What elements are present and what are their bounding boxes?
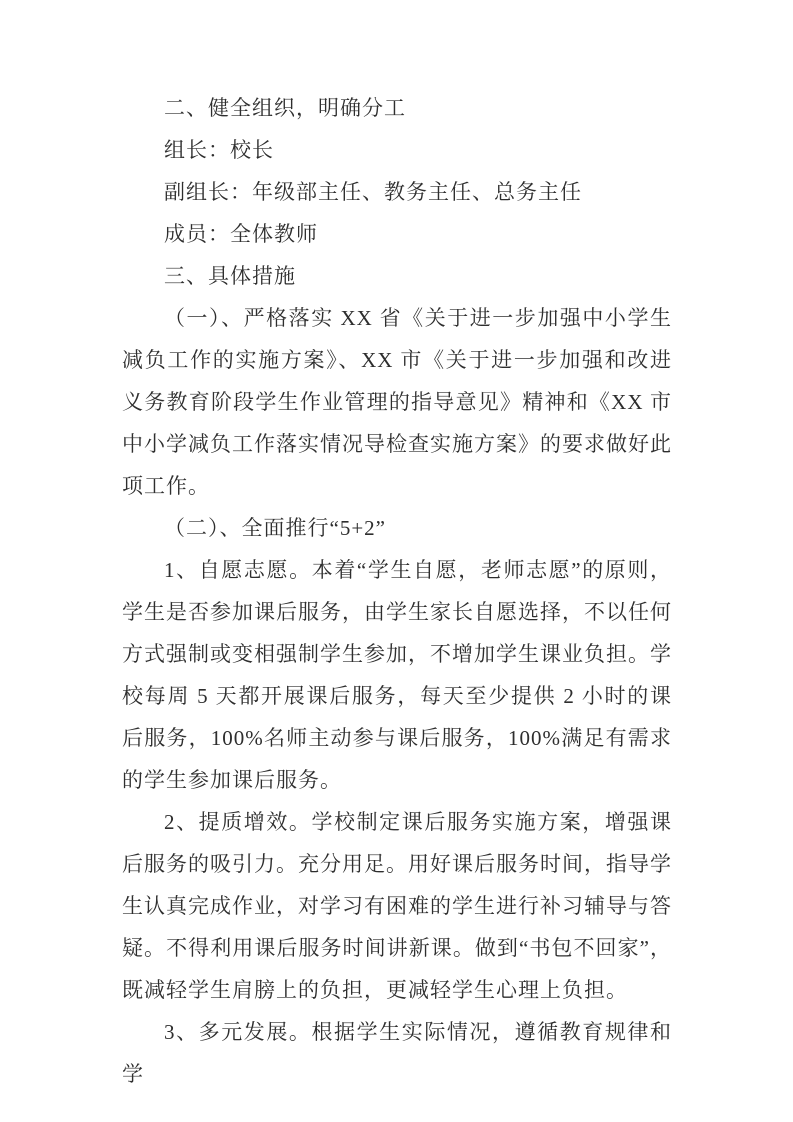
paragraph-item-1-voluntary: 1、自愿志愿。本着“学生自愿，老师志愿”的原则，学生是否参加课后服务，由学生家长自愿选择，不以任何方式强制或变相强制学生参加，不增加学生课业负担。学校每周 5 天都开展课后服务，每天至少提供 2 小时的课后服务，100%名师主动参与课后服务，100%满足有需求的学生参加课后服务。 <box>122 558 672 792</box>
section-heading-measures: 三、具体措施 <box>164 264 296 288</box>
paragraph-measure-1: （一）、严格落实 XX 省《关于进一步加强中小学生减负工作的实施方案》、XX 市《关于进一步加强和改进义务教育阶段学生作业管理的指导意见》精神和《XX 市中小学减负工作落实情况导检查实施方案》的要求做好此项工作。 <box>122 306 672 498</box>
section-heading-organization: 二、健全组织，明确分工 <box>164 96 406 120</box>
line-deputy-group-leaders: 副组长：年级部主任、教务主任、总务主任 <box>164 180 582 204</box>
paragraph-item-2-quality: 2、提质增效。学校制定课后服务实施方案，增强课后服务的吸引力。充分用足。用好课后服务时间，指导学生认真完成作业，对学习有困难的学生进行补习辅导与答疑。不得利用课后服务时间讲新课。做到“书包不回家”，既减轻学生肩膀上的负担，更减轻学生心理上负担。 <box>122 810 672 1002</box>
line-members: 成员：全体教师 <box>164 222 318 246</box>
paragraph-measure-2-heading: （二）、全面推行“5+2” <box>164 516 386 540</box>
paragraph-item-3-diverse: 3、多元发展。根据学生实际情况，遵循教育规律和学 <box>122 1020 672 1086</box>
line-group-leader: 组长：校长 <box>164 138 274 162</box>
